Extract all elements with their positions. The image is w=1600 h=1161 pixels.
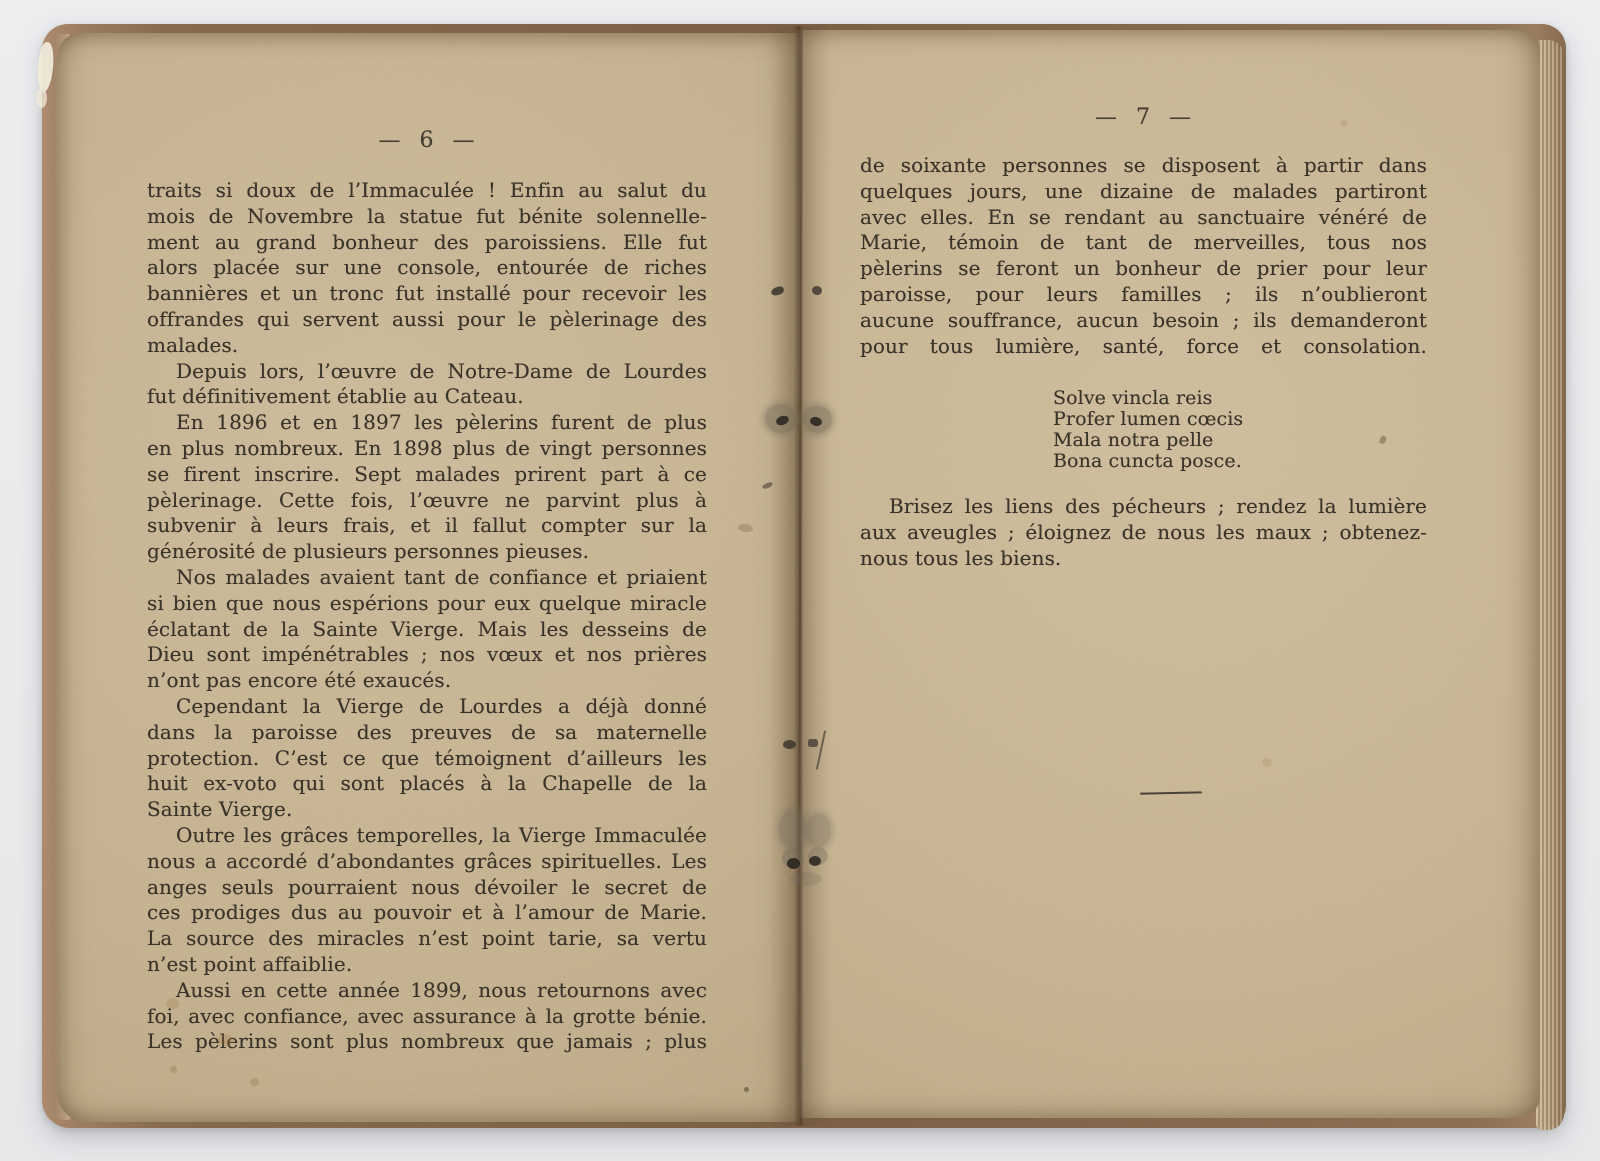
text-line: ment au grand bonheur des paroissiens. Elle fut: [147, 229, 707, 254]
paragraph: [147, 823, 707, 978]
page-edge-stack-right: [1536, 40, 1564, 1130]
text-line: pèlerinage. Cette fois, l’œuvre ne parvint plus à: [147, 487, 707, 512]
text-line: protection. C’est ce que témoignent d’ailleurs les: [147, 745, 707, 770]
text-line: Dieu sont impénétrables ; nos vœux et nos prières: [147, 642, 707, 667]
text-line: Marie, témoin de tant de merveilles, tous nos: [860, 230, 1427, 255]
text-line: n’est point affaiblie.: [147, 951, 353, 976]
left-page-text: [147, 178, 707, 1055]
text-line: pèlerins se feront un bonheur de prier pour leur: [860, 256, 1427, 281]
text-line: Les pèlerins sont plus nombreux que jamais ; plus: [147, 1029, 707, 1054]
text-line: offrandes qui servent aussi pour le pèlerinage des: [147, 306, 707, 331]
text-line: quelques jours, une dizaine de malades partiront: [860, 178, 1427, 203]
text-line: Nos malades avaient tant de confiance et priaient: [176, 564, 707, 589]
text-line: La source des miracles n’est point tarie, sa vertu: [147, 926, 707, 951]
text-line: traits si doux de l’Immaculée ! Enfin au salut du: [147, 178, 707, 202]
text-line: si bien que nous espérions pour eux quelque miracle: [147, 590, 707, 615]
page-number-left: — 6 —: [378, 128, 476, 153]
text-line: Sainte Vierge.: [147, 797, 293, 822]
text-line: Profer lumen cœcis: [1053, 408, 1244, 431]
text-line: pour tous lumière, santé, force et consolation.: [860, 333, 1427, 358]
text-line: aux aveugles ; éloignez de nous les maux ; obtenez-: [860, 520, 1427, 545]
paragraph: [147, 694, 707, 823]
text-line: mois de Novembre la statue fut bénite solennelle-: [147, 203, 707, 228]
text-line: dans la paroisse des preuves de sa maternelle: [147, 719, 707, 744]
text-line: alors placée sur une console, entourée de riches: [147, 255, 707, 280]
text-line: Brisez les liens des pécheurs ; rendez la lumière: [889, 494, 1427, 519]
text-line: nous tous les biens.: [860, 545, 1062, 570]
latin-verse: [1053, 388, 1427, 472]
text-line: fut définitivement établie au Cateau.: [147, 384, 524, 409]
text-line: Aussi en cette année 1899, nous retournons avec: [176, 977, 707, 1002]
text-line: en plus nombreux. En 1898 plus de vingt personnes: [147, 435, 707, 460]
paragraph: [860, 494, 1427, 571]
left-page: [57, 33, 798, 1122]
text-line: de soixante personnes se disposent à partir dans: [860, 153, 1427, 177]
text-line: En 1896 et en 1897 les pèlerins furent de plus: [176, 410, 707, 435]
right-page: [798, 30, 1540, 1118]
paragraph: [147, 410, 707, 565]
text-line: Depuis lors, l’œuvre de Notre-Dame de Lourdes: [176, 358, 707, 383]
text-line: anges seuls pourraient nous dévoiler le secret de: [147, 874, 707, 899]
paragraph: [147, 178, 707, 359]
text-line: Cependant la Vierge de Lourdes a déjà donné: [176, 693, 707, 718]
text-line: subvenir à leurs frais, et il fallut compter sur la: [147, 513, 707, 538]
text-line: Outre les grâces temporelles, la Vierge Immaculée: [176, 822, 707, 847]
text-line: foi, avec confiance, avec assurance à la grotte bénie.: [147, 1003, 707, 1028]
text-line: ces prodiges dus au pouvoir et à l’amour de Marie.: [147, 900, 707, 925]
text-line: éclatant de la Sainte Vierge. Mais les desseins de: [147, 616, 707, 641]
right-page-text: [860, 153, 1427, 572]
text-line: bannières et un tronc fut installé pour recevoir les: [147, 281, 707, 306]
text-line: n’ont pas encore été exaucés.: [147, 668, 452, 693]
text-line: se firent inscrire. Sept malades prirent part à ce: [147, 461, 707, 486]
text-line: avec elles. En se rendant au sanctuaire vénéré de: [860, 204, 1427, 229]
text-line: Solve vincla reis: [1053, 387, 1213, 410]
paragraph: [147, 359, 707, 411]
paragraph: [147, 978, 707, 1055]
text-line: aucune souffrance, aucun besoin ; ils demanderont: [860, 307, 1427, 332]
text-line: huit ex-voto qui sont placés à la Chapelle de la: [147, 771, 707, 796]
text-line: Bona cuncta posce.: [1053, 450, 1242, 473]
text-line: paroisse, pour leurs familles ; ils n’oublieront: [860, 281, 1427, 306]
paragraph: [860, 153, 1427, 359]
paragraph: [147, 565, 707, 694]
text-line: malades.: [147, 332, 239, 357]
text-line: générosité de plusieurs personnes pieuses.: [147, 539, 590, 564]
page-number-right: — 7 —: [1095, 105, 1192, 130]
text-line: nous a accordé d’abondantes grâces spirituelles. Les: [147, 848, 707, 873]
text-line: Mala notra pelle: [1053, 429, 1214, 452]
